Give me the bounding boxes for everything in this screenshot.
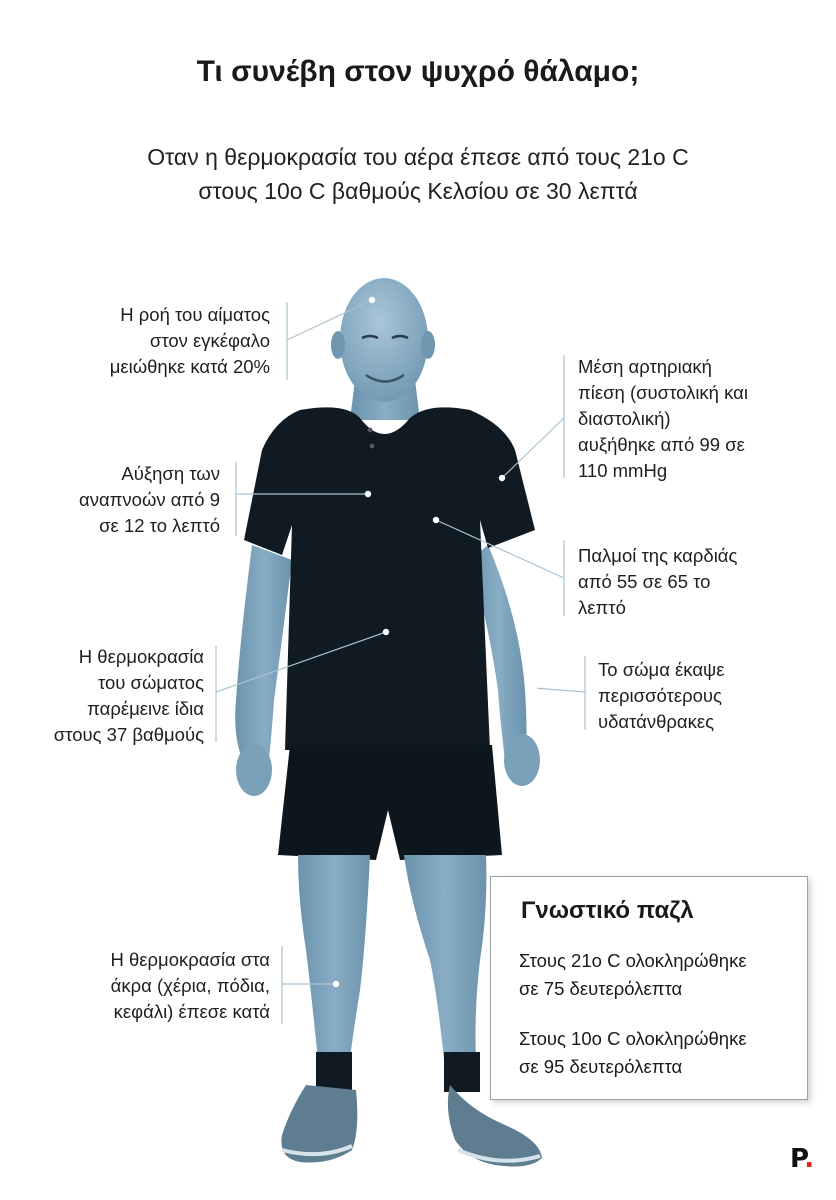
- annotation-body-temperature: Η θερμοκρασία του σώματος παρέμεινε ίδια στους 37 βαθμούς: [53, 646, 204, 745]
- head: [340, 278, 428, 402]
- annotation-breathing: Αύξηση των αναπνοών από 9 σε 12 το λεπτό: [79, 463, 220, 536]
- annotation-brain-blood-flow: Η ροή του αίματος στον εγκέφαλο μειώθηκε κατά 20%: [109, 304, 270, 377]
- subtitle-line-2: στους 10ο C βαθμούς Κελσίου σε 30 λεπτά: [198, 178, 638, 204]
- right-hand: [504, 734, 540, 786]
- left-leg: [298, 855, 370, 1060]
- right-sock: [444, 1052, 480, 1092]
- annotation-carbohydrates: Το σώμα έκαψε περισσότερους υδατάνθρακες: [598, 659, 725, 732]
- publisher-logo: P.: [790, 1144, 815, 1174]
- cognitive-puzzle-box: [490, 876, 808, 1100]
- right-ear: [421, 331, 435, 359]
- page-title: Τι συνέβη στον ψυχρό θάλαμο;: [196, 55, 640, 88]
- annotation-heart-rate: Παλμοί της καρδιάς από 55 σε 65 το λεπτό: [578, 545, 738, 618]
- shorts: [278, 745, 502, 860]
- puzzle-result-21c: Στους 21ο C ολοκληρώθηκε σε 75 δευτερόλεπτα: [519, 950, 747, 999]
- annotation-extremities: Η θερμοκρασία στα άκρα (χέρια, πόδια, κεφάλι) έπεσε κατά: [110, 949, 270, 1022]
- subtitle-line-1: Οταν η θερμοκρασία του αέρα έπεσε από τους 21ο C: [147, 144, 689, 170]
- left-hand: [236, 744, 272, 796]
- left-sock: [316, 1052, 352, 1092]
- annotation-blood-pressure: Μέση αρτηριακή πίεση (συστολική και διαστολική) αυξήθηκε από 99 σε 110 mmHg: [578, 356, 748, 481]
- puzzle-title: Γνωστικό παζλ: [521, 897, 694, 924]
- left-ear: [331, 331, 345, 359]
- right-leg: [404, 855, 486, 1060]
- left-arm: [235, 545, 292, 770]
- puzzle-result-10c: Στους 10ο C ολοκληρώθηκε σε 95 δευτερόλεπτα: [519, 1028, 747, 1077]
